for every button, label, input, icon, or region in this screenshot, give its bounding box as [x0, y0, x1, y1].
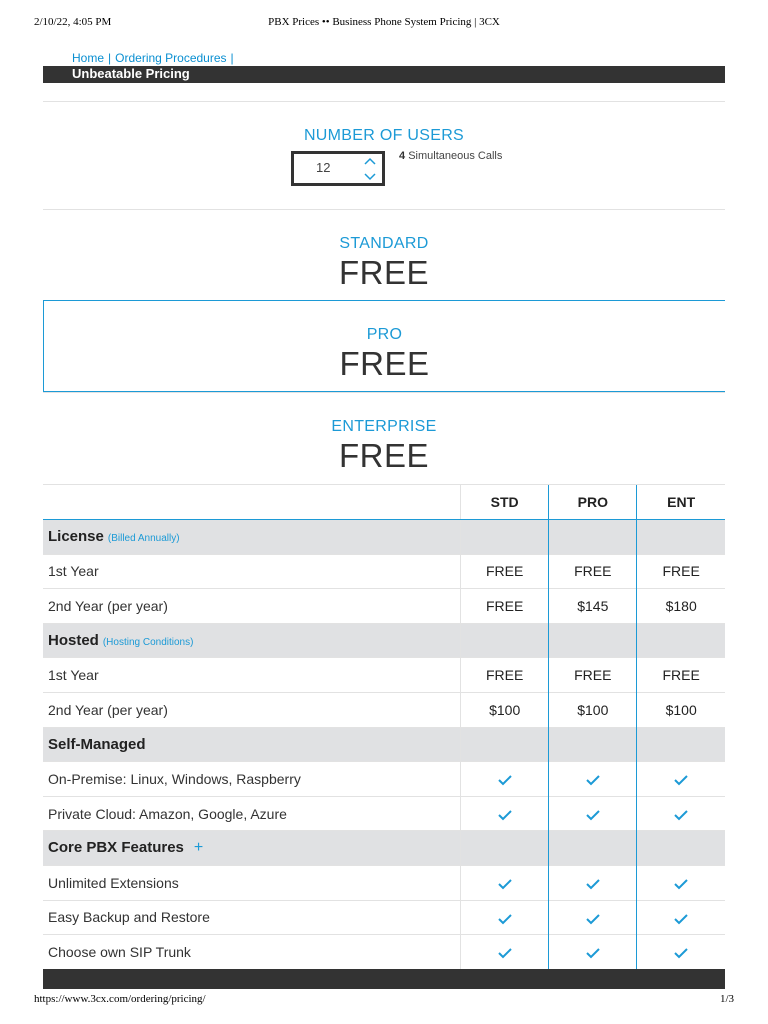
cell-value: FREE [549, 554, 637, 589]
hosting-conditions-link[interactable]: (Hosting Conditions) [102, 637, 194, 649]
simultaneous-label: Simultaneous Calls [408, 150, 503, 162]
print-footer [0, 993, 768, 1009]
plan-price: FREE [338, 437, 429, 474]
check-icon [637, 865, 725, 900]
table-row [43, 692, 725, 727]
table-row [43, 658, 725, 693]
breadcrumb [72, 51, 238, 65]
check-icon [549, 796, 637, 831]
pricing-table [43, 484, 725, 969]
section-title-text: Core PBX Features [48, 839, 184, 857]
users-heading: NUMBER OF USERS [303, 127, 465, 144]
cell-value: FREE [461, 589, 549, 624]
cell-value: FREE [637, 658, 725, 693]
plus-icon[interactable]: + [193, 839, 204, 857]
column-header-ent: ENT [637, 485, 725, 520]
plan-pro-panel[interactable] [43, 300, 725, 392]
users-input[interactable]: 12 [316, 160, 331, 175]
check-icon [637, 900, 725, 935]
check-icon [461, 935, 549, 970]
table-header-row [43, 485, 725, 520]
breadcrumb-separator: | [108, 51, 112, 65]
cell-value: $145 [549, 589, 637, 624]
section-title-text: License [48, 528, 104, 546]
row-label: On-Premise: Linux, Windows, Raspberry [43, 762, 461, 797]
simultaneous-calls [399, 150, 509, 162]
table-row [43, 554, 725, 589]
column-header-pro: PRO [549, 485, 637, 520]
table-row [43, 796, 725, 831]
plan-enterprise-panel[interactable] [43, 392, 725, 484]
users-stepper[interactable] [291, 151, 385, 186]
cell-value: FREE [549, 658, 637, 693]
cell-value: $180 [637, 589, 725, 624]
check-icon [549, 935, 637, 970]
check-icon [461, 796, 549, 831]
print-header [0, 16, 768, 32]
section-hosted [43, 623, 725, 658]
table-row [43, 935, 725, 970]
cell-value: FREE [461, 554, 549, 589]
check-icon [637, 935, 725, 970]
chevron-up-icon[interactable] [362, 155, 378, 169]
check-icon [549, 762, 637, 797]
row-label: Unlimited Extensions [43, 865, 461, 900]
row-label: Private Cloud: Amazon, Google, Azure [43, 796, 461, 831]
cell-value: FREE [637, 554, 725, 589]
breadcrumb-separator: | [230, 51, 234, 65]
breadcrumb-ordering-link[interactable]: Ordering Procedures [115, 51, 227, 65]
section-core-pbx-features[interactable] [43, 831, 725, 866]
section-license [43, 520, 725, 555]
row-label: 2nd Year (per year) [43, 589, 461, 624]
plan-name: PRO [366, 326, 403, 343]
simultaneous-count: 4 [399, 150, 406, 162]
plan-name: ENTERPRISE [331, 418, 437, 435]
row-label: 2nd Year (per year) [43, 692, 461, 727]
section-self-managed [43, 727, 725, 762]
cell-value: $100 [549, 692, 637, 727]
cell-value: $100 [637, 692, 725, 727]
check-icon [637, 762, 725, 797]
print-page-number: 1/3 [719, 993, 734, 1005]
table-header-feature [43, 485, 461, 520]
plan-price: FREE [338, 254, 429, 291]
check-icon [461, 865, 549, 900]
table-row [43, 865, 725, 900]
bottom-bar [43, 969, 725, 989]
check-icon [549, 865, 637, 900]
check-icon [461, 900, 549, 935]
section-title [43, 520, 461, 555]
row-label: 1st Year [43, 554, 461, 589]
cell-value: $100 [461, 692, 549, 727]
plan-name: STANDARD [339, 235, 429, 252]
row-label: Choose own SIP Trunk [43, 935, 461, 970]
print-date: 2/10/22, 4:05 PM [34, 16, 112, 28]
plan-standard-panel[interactable] [43, 209, 725, 301]
billed-annually-link[interactable]: (Billed Annually) [107, 533, 180, 545]
row-label: 1st Year [43, 658, 461, 693]
print-title: PBX Prices •• Business Phone System Pricing | 3CX [268, 16, 500, 28]
section-title [43, 623, 461, 658]
table-row [43, 762, 725, 797]
breadcrumb-home-link[interactable]: Home [72, 51, 105, 65]
section-title[interactable] [43, 831, 461, 866]
section-title-text: Self-Managed [48, 735, 146, 753]
row-label: Easy Backup and Restore [43, 900, 461, 935]
table-row [43, 900, 725, 935]
chevron-down-icon[interactable] [362, 169, 378, 183]
users-panel [43, 101, 725, 209]
section-title-text: Hosted [48, 632, 99, 650]
check-icon [637, 796, 725, 831]
check-icon [549, 900, 637, 935]
cell-value: FREE [461, 658, 549, 693]
plan-price: FREE [339, 345, 430, 382]
column-header-std: STD [461, 485, 549, 520]
check-icon [461, 762, 549, 797]
page-title: Unbeatable Pricing [43, 66, 725, 83]
section-title [43, 727, 461, 762]
print-url: https://www.3cx.com/ordering/pricing/ [34, 993, 206, 1005]
table-row [43, 589, 725, 624]
